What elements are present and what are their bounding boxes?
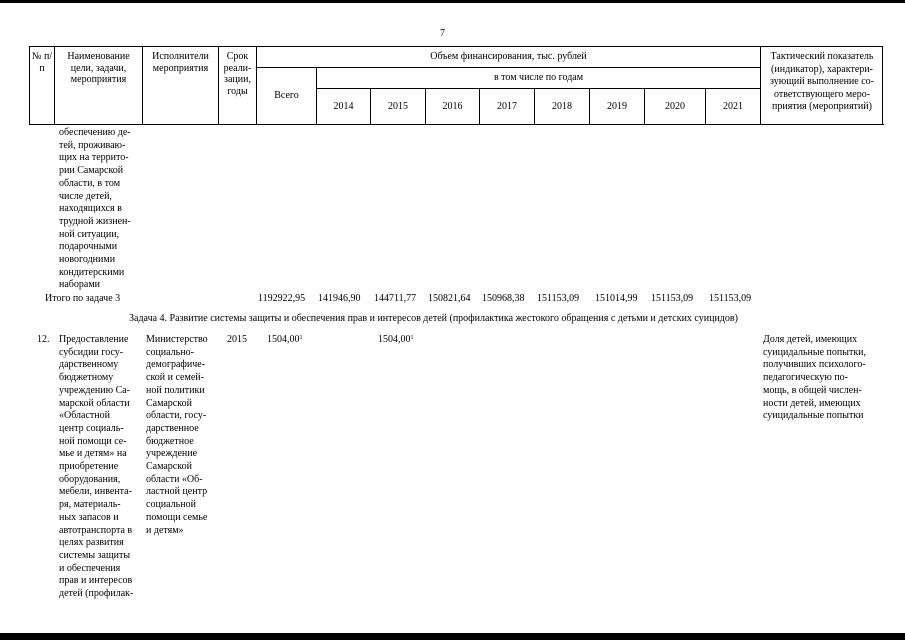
text-line: мебели, инвента- [59,486,132,498]
text-line: области «Об- [146,473,203,485]
text-line: новогодними [59,254,116,266]
text-line: и детям» [146,524,184,536]
text-line: субсидии госу- [59,346,124,358]
header-indicator-label: Тактический показатель (индикатор), характери-зующий выполнение со-ответствующего меро-приятия (мероприятий) [770,51,874,112]
header-year-label: 2020 [665,101,685,112]
header-year [705,88,760,124]
row-name [59,334,139,601]
text-line: «Областной [59,410,111,422]
text-line: области, в том [59,177,121,189]
total-label: Итого по задаче 3 [45,293,121,304]
text-line: кондитерскими [59,266,125,278]
header-total [256,67,316,124]
bottom-border [0,633,905,640]
text-line: демографиче- [146,359,206,371]
header-year-label: 2018 [552,101,572,112]
total-value: 144711,77 [374,293,417,304]
header-year [479,88,534,124]
text-line: центр социаль- [59,422,124,434]
total-value: 151153,09 [651,293,694,304]
text-line: тей, проживаю- [59,139,126,151]
header-executors-label: Исполнители мероприятия [152,51,209,74]
header-funding [256,46,760,67]
footnote-marker: 1 [410,335,414,341]
text-line: ластной центр [146,486,208,498]
text-line: наборами [59,279,100,291]
text-line: ности детей, имеющих [763,397,861,409]
text-line: прав и интересов [59,575,133,587]
header-year [316,88,370,124]
text-line: бюджетному [59,372,114,384]
text-line: находящихся в [59,203,122,215]
text-line: бюджетное [146,435,194,447]
header-num [29,46,54,124]
text-line: ной политики [146,384,205,396]
header-year [370,88,425,124]
header-year [589,88,644,124]
footnote-marker: 1 [299,335,303,341]
header-funding-label: Объем финансирования, тыс. рублей [430,51,587,62]
text-line: социальной [146,499,196,511]
text-line: области, госу- [146,410,207,422]
page-number: 7 [440,28,445,39]
total-value: 150821,64 [428,293,471,304]
header-year [644,88,705,124]
text-line: числе детей, [59,190,112,202]
row-total [267,334,303,347]
text-line: помощи семье [146,511,208,523]
text-line: обеспечению де- [59,127,131,138]
text-line: подарочными [59,241,118,253]
header-by-years [316,67,760,88]
text-line: и обеспечения [59,562,121,574]
text-line: щих на террито- [59,152,129,164]
text-line: ных запасов и [59,511,119,523]
header-indicator [760,46,883,124]
total-value: 141946,90 [318,293,361,304]
text-line: марской области [59,397,130,409]
text-line: Доля детей, имеющих [763,334,858,345]
text-line: системы защиты [59,549,131,561]
text-line: Предоставление [59,334,129,345]
task-heading: Задача 4. Развитие системы защиты и обеспечения прав и интересов детей (профилактика жестокого обращения с детьми и детских суицидов) [129,313,738,324]
total-value: 1504,00 [267,334,300,345]
header-total-label: Всего [274,90,299,101]
text-line: мье и детям» на [59,448,127,460]
text-line: социально- [146,346,194,358]
total-value: 151153,09 [709,293,752,304]
row-number: 12. [37,334,50,345]
text-line: оборудования, [59,473,121,485]
header-bottom-line [29,124,884,125]
text-line: учреждение [146,448,198,460]
header-executors [142,46,218,124]
header-num-label: № п/п [31,51,53,74]
header-year-label: 2015 [388,101,408,112]
year-value: 1504,00 [378,334,411,345]
text-line: получивших психолого- [763,359,866,371]
text-line: целях развития [59,537,124,549]
top-border [0,0,905,3]
text-line: Самарской [146,397,192,409]
text-line: ной ситуации, [59,228,120,240]
text-line: Самарской [146,461,192,473]
header-term-label: Срок реали-зации, годы [223,51,252,97]
continuation-text [59,127,139,292]
text-line: дарственное [146,422,199,434]
header-name [54,46,142,124]
text-line: Министерство [146,334,208,345]
row-indicator [763,334,878,423]
header-year-label: 2017 [497,101,517,112]
total-value: 1192922,95 [258,293,306,304]
header-year-label: 2016 [442,101,463,112]
text-line: суицидальные попытки [763,410,864,422]
text-line: трудной жизнен- [59,215,131,227]
row-term: 2015 [227,334,247,345]
header-year-label: 2019 [607,101,627,112]
header-year-label: 2021 [723,101,743,112]
header-by-years-label: в том числе по годам [493,72,584,83]
text-line: приобретение [59,461,119,473]
text-line: суицидальные попытки, [763,346,867,358]
row-year-2015 [378,334,414,347]
text-line: рии Самарской [59,165,124,177]
total-value: 151153,09 [537,293,580,304]
row-executors [146,334,218,537]
total-value: 150968,38 [482,293,525,304]
header-name-label: Наименование цели, задачи, мероприятия [67,51,130,85]
header-year [534,88,589,124]
text-line: автотранспорта в [59,524,133,536]
header-term [218,46,256,124]
text-line: детей (профилак- [59,588,134,600]
text-line: дарственному [59,359,119,371]
text-line: ря, материаль- [59,499,121,511]
text-line: ной помощи се- [59,435,127,447]
text-line: ской и семей- [146,372,204,384]
header-year-label: 2014 [333,101,354,112]
total-value: 151014,99 [595,293,638,304]
header-year [425,88,479,124]
text-line: учреждению Са- [59,384,131,396]
text-line: педагогическую по- [763,372,849,384]
text-line: мощь, в общей числен- [763,384,862,396]
